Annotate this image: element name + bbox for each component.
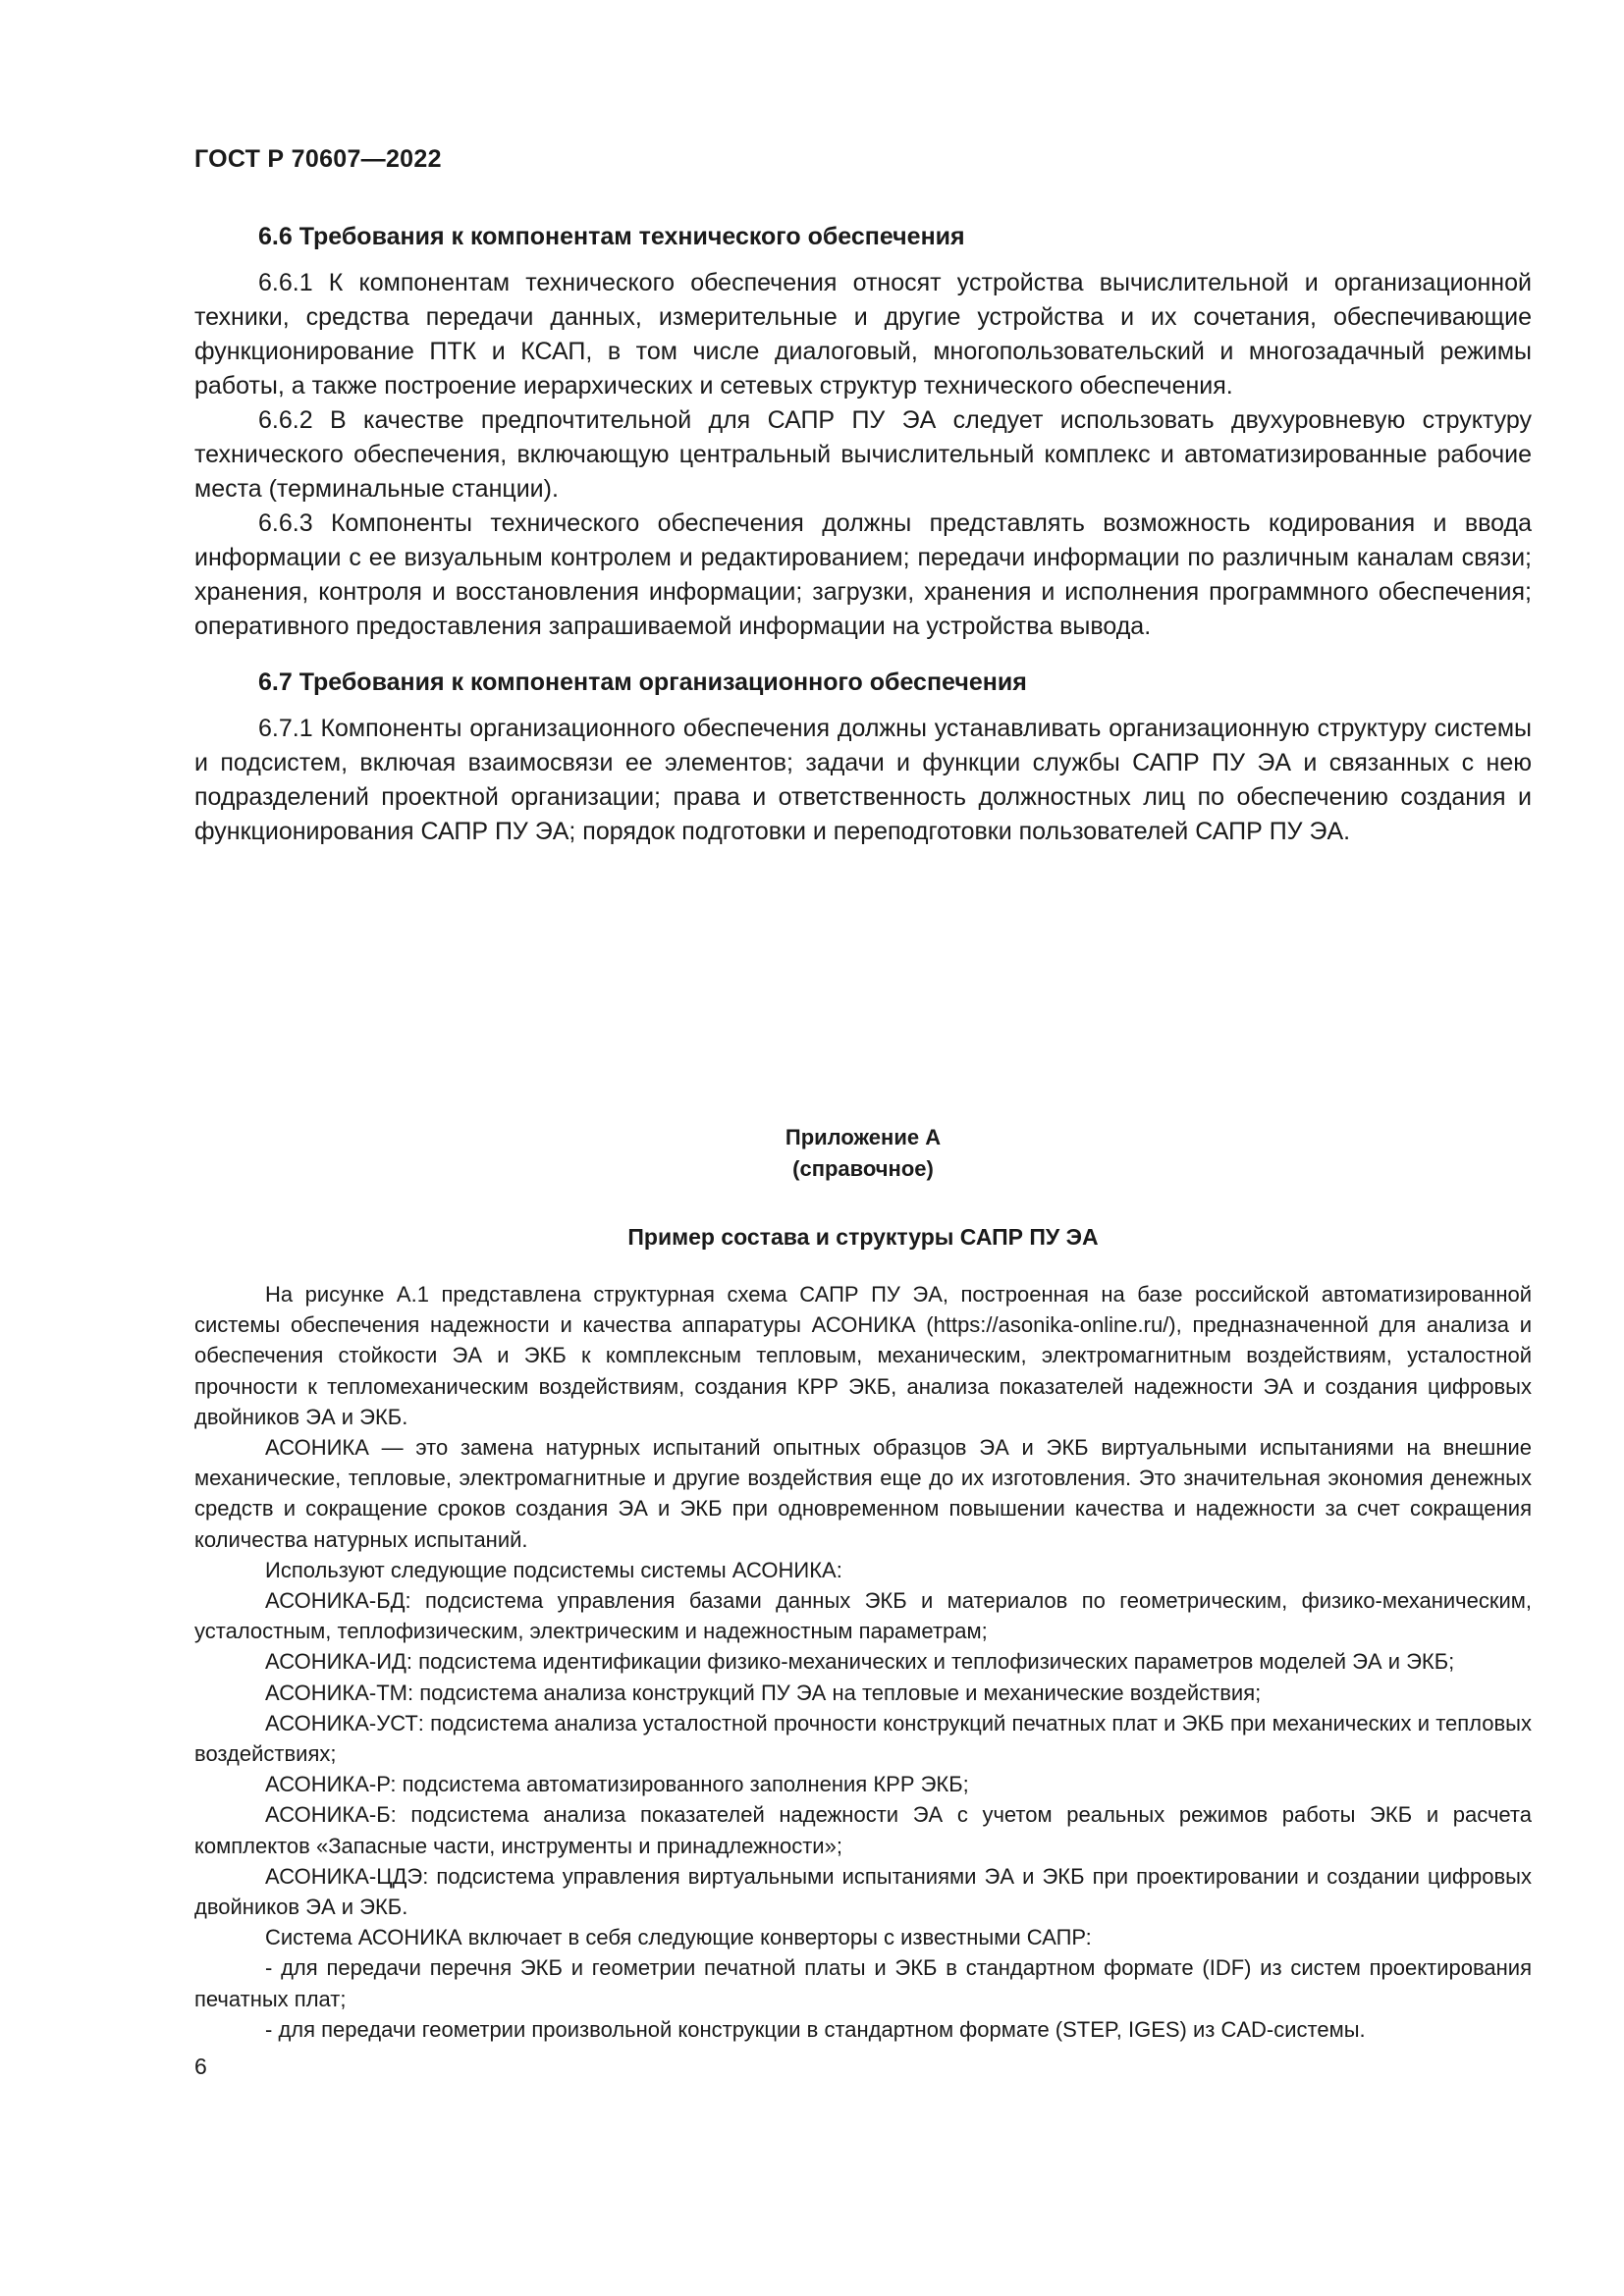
sections-6-6-and-6-7	[194, 220, 1532, 849]
appendix-header	[194, 1122, 1532, 1251]
page-number: 6	[194, 2054, 207, 2079]
subsystem-item: АСОНИКА-Р: подсистема автоматизированного заполнения КРР ЭКБ;	[265, 1772, 969, 1797]
appendix-paragraph: АСОНИКА — это замена натурных испытаний опытных образцов ЭА и ЭКБ виртуальными испытаниями на внешние механические, тепловые, электромагнитные и другие воздействия еще до их изготовления. Это значительная экономия денежных средств и сокращение сроков создания ЭА и ЭКБ при одновременном повышении качества и надежности за счет сокращения количества натурных испытаний.	[194, 1435, 1532, 1552]
paragraph-6-6-3: 6.6.3 Компоненты технического обеспечения должны представлять возможность кодирования и ввода информации с ее визуальным контролем и редактированием; передачи информации по различным каналам связи; хранения, контроля и восстановления информации; загрузки, хранения и исполнения программного обеспечения; оперативного предоставления запрашиваемой информации на устройства вывода.	[194, 509, 1532, 640]
paragraph-6-6-2: 6.6.2 В качестве предпочтительной для САПР ПУ ЭА следует использовать двухуровневую структуру технического обеспечения, включающую центральный вычислительный комплекс и автоматизированные рабочие места (терминальные станции).	[194, 406, 1532, 503]
appendix-paragraph: Система АСОНИКА включает в себя следующие конверторы с известными САПР:	[265, 1925, 1092, 1950]
section-6-6-heading: 6.6 Требования к компонентам технического обеспечения	[258, 223, 965, 250]
subsystem-item: АСОНИКА-ЦДЭ: подсистема управления виртуальными испытаниями ЭА и ЭКБ при проектировании и создании цифровых двойников ЭА и ЭКБ.	[194, 1863, 1532, 1920]
converter-list-item: - для передачи геометрии произвольной конструкции в стандартном формате (STEP, IGES) из CAD-системы.	[265, 2016, 1366, 2042]
section-6-7-heading: 6.7 Требования к компонентам организационного обеспечения	[258, 668, 1027, 696]
appendix-label: Приложение А	[785, 1125, 942, 1149]
standard-code-header: ГОСТ Р 70607—2022	[194, 145, 442, 173]
paragraph-6-7-1: 6.7.1 Компоненты организационного обеспечения должны устанавливать организационную структуру системы и подсистем, включая взаимосвязи ее элементов; задачи и функции службы САПР ПУ ЭА и связанных с нею подразделений проектной организации; права и ответственность должностных лиц по обеспечению создания и функционирования САПР ПУ ЭА; порядок подготовки и переподготовки пользователей САПР ПУ ЭА.	[194, 715, 1532, 845]
subsystem-item: АСОНИКА-УСТ: подсистема анализа усталостной прочности конструкций печатных плат и ЭКБ при механических и тепловых воздействиях;	[194, 1710, 1532, 1767]
subsystem-item: АСОНИКА-БД: подсистема управления базами данных ЭКБ и материалов по геометрическим, физико-механическим, усталостным, теплофизическим, электрическим и надежностным параметрам;	[194, 1588, 1532, 1644]
appendix-type: (справочное)	[792, 1156, 934, 1181]
paragraph-6-6-1: 6.6.1 К компонентам технического обеспечения относят устройства вычислительной и организационной техники, средства передачи данных, измерительные и другие устройства и их сочетания, обеспечивающие функционирование ПТК и КСАП, в том числе диалоговый, многопользовательский и многозадачный режимы работы, а также построение иерархических и сетевых структур технического обеспечения.	[194, 269, 1532, 400]
appendix-body	[194, 1279, 1532, 2045]
appendix-paragraph: Используют следующие подсистемы системы АСОНИКА:	[265, 1557, 842, 1582]
subsystem-item: АСОНИКА-Б: подсистема анализа показателей надежности ЭА с учетом реальных режимов работы ЭКБ и расчета комплектов «Запасные части, инструменты и принадлежности»;	[194, 1802, 1532, 1858]
appendix-title: Пример состава и структуры САПР ПУ ЭА	[627, 1224, 1099, 1250]
subsystem-item: АСОНИКА-ТМ: подсистема анализа конструкций ПУ ЭА на тепловые и механические воздействия;	[265, 1680, 1262, 1705]
appendix-paragraph: На рисунке А.1 представлена структурная схема САПР ПУ ЭА, построенная на базе российской автоматизированной системы обеспечения надежности и качества аппаратуры АСОНИКА (https://asonika-online.ru/), предназначенной для анализа и обеспечения стойкости ЭА и ЭКБ к комплексным тепловым, механическим, электромагнитным воздействиям, усталостной прочности к тепломеханическим воздействиям, создания КРР ЭКБ, анализа показателей надежности ЭА и создания цифровых двойников ЭА и ЭКБ.	[194, 1282, 1532, 1429]
subsystem-item: АСОНИКА-ИД: подсистема идентификации физико-механических и теплофизических параметров моделей ЭА и ЭКБ;	[265, 1649, 1455, 1675]
converter-list-item: - для передачи перечня ЭКБ и геометрии печатной платы и ЭКБ в стандартном формате (IDF) из систем проектирования печатных плат;	[194, 1955, 1532, 2011]
